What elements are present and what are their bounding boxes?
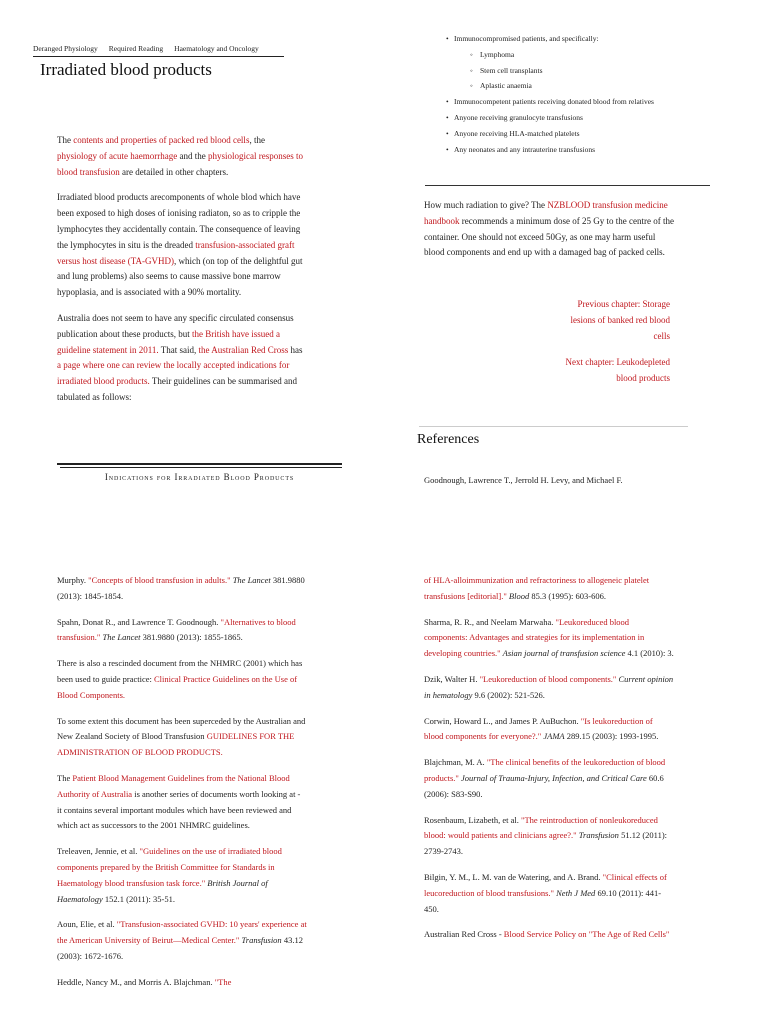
- list-item: • Immunocompetent patients receiving donated blood from relatives: [446, 94, 686, 110]
- journal-name: British Journal of Haematology: [57, 877, 268, 904]
- text-fragment: 381.9880 (2013): 1855-1865.: [140, 632, 243, 643]
- link-ta-gvhd[interactable]: transfusion-associated graft versus host disease (TA-GVHD): [57, 239, 295, 266]
- text-fragment: recommends a minimum dose of 25 Gy to the centre of the container. One should not exceed 50Gy, as one may harm useful blood components and end up with a damaged bag of packed cells.: [424, 215, 674, 258]
- reference-link[interactable]: "Leukoreduced blood components: Advantages and strategies for its implementation in developing countries.": [424, 616, 645, 659]
- radiation-dose-paragraph: [424, 198, 674, 261]
- reference-item: [424, 672, 674, 704]
- reference-item: [57, 615, 307, 647]
- text-fragment: Heddle, Nancy M., and Morris A. Blajchman.: [57, 976, 215, 987]
- table-top-rule: [57, 463, 342, 465]
- table-top-rule-thin: [60, 467, 342, 468]
- next-chapter-link[interactable]: Next chapter: Leukodepleted blood products: [565, 357, 670, 384]
- reference-link[interactable]: Patient Blood Management Guidelines from the National Blood Authority of Australia: [57, 772, 290, 799]
- link-transfusion-responses[interactable]: physiological responses to blood transfusion: [57, 150, 303, 177]
- text-fragment: , the: [249, 135, 265, 145]
- text-fragment: are detailed in other chapters.: [119, 166, 229, 177]
- reference-link[interactable]: GUIDELINES FOR THE ADMINISTRATION OF BLOOD PRODUCTS.: [57, 731, 295, 758]
- journal-name: Transfusion: [576, 830, 619, 841]
- text-fragment: 60.6 (2006): S83-S90.: [424, 772, 664, 799]
- list-item: • Immunocompromised patients, and specifically:: [446, 31, 686, 47]
- reference-item: [424, 714, 674, 746]
- text-fragment: and the: [177, 150, 208, 161]
- text-fragment: Spahn, Donat R., and Lawrence T. Goodnough.: [57, 616, 221, 627]
- reference-link[interactable]: "The reintroduction of nonleukoreduced blood: would patients and clinicians agree?.": [424, 814, 658, 841]
- reference-link[interactable]: "Concepts of blood transfusion in adults.": [88, 575, 231, 585]
- text-fragment: Aoun, Elie, et al.: [57, 919, 117, 930]
- text-fragment: 4.1 (2010): 3.: [625, 648, 674, 659]
- reference-item: [57, 917, 307, 964]
- text-fragment: To some extent this document has been superceded by the Australian and New Zealand Society of Blood Transfusion: [57, 715, 306, 742]
- text-fragment: 51.12 (2011): 2739-2743.: [424, 830, 668, 857]
- page-title: Irradiated blood products: [40, 60, 212, 79]
- text-fragment: Their guidelines can be summarised and tabulated as follows:: [57, 376, 298, 402]
- sub-list-item: ◦ Aplastic anaemia: [446, 78, 686, 94]
- text-fragment: Australian Red Cross -: [424, 929, 504, 940]
- journal-name: Journal of Trauma-Injury, Infection, and Critical Care: [458, 772, 647, 783]
- reference-item: [57, 714, 307, 761]
- text-fragment: 381.9880 (2013): 1845-1854.: [57, 575, 305, 601]
- sub-list-item: ◦ Lymphoma: [446, 47, 686, 63]
- text-fragment: 9.6 (2002): 521-526.: [472, 689, 545, 700]
- references-heading: References: [417, 432, 480, 447]
- reference-link[interactable]: "Alternatives to blood transfusion.": [57, 616, 296, 643]
- sub-list-item: ◦ Stem cell transplants: [446, 63, 686, 79]
- indications-list: [446, 31, 686, 157]
- reference-link[interactable]: "The clinical benefits of the leukoreduction of blood products.": [424, 757, 666, 783]
- journal-name: Transfusion: [239, 935, 282, 946]
- text-fragment: 69.10 (2011): 441-450.: [424, 887, 662, 914]
- text-fragment: Treleaven, Jennie, et al.: [57, 846, 140, 857]
- text-fragment: The: [57, 135, 74, 145]
- text-fragment: That said,: [158, 344, 199, 355]
- reference-link[interactable]: "Clinical effects of leucoreduction of blood transfusions.": [424, 871, 667, 898]
- reference-link[interactable]: Blood Service Policy on "The Age of Red Cells": [503, 929, 670, 940]
- reference-link[interactable]: "Leukoreduction of blood components.": [479, 673, 617, 684]
- link-indications-page[interactable]: a page where one can review the locally accepted indications for irradiated blood products.: [57, 360, 290, 387]
- reference-item: [57, 573, 307, 605]
- reference-item: [57, 771, 307, 834]
- text-fragment: There is also a rescinded document from the NHMRC (2001) which has been used to guide practice:: [57, 658, 303, 684]
- journal-name: The Lancet: [100, 632, 141, 643]
- text-fragment: Australia does not seem to have any specific circulated consensus publication about these products, but: [57, 312, 294, 339]
- journal-name: Blood: [506, 590, 530, 601]
- breadcrumb-required-reading[interactable]: Required Reading: [108, 44, 164, 53]
- reference-link[interactable]: "Guidelines on the use of irradiated blood components prepared by the British Committee for Standards in Haematology blood transfusion task force.": [57, 846, 282, 888]
- text-fragment: Dzik, Walter H.: [424, 673, 480, 684]
- journal-name: Neth J Med: [554, 887, 596, 898]
- list-item: • Anyone receiving granulocyte transfusions: [446, 110, 686, 126]
- reference-item: [57, 656, 307, 703]
- previous-chapter-link[interactable]: Previous chapter: Storage lesions of banked red blood cells: [570, 299, 670, 341]
- intro-paragraph-2: [57, 190, 307, 301]
- reference-item: [57, 844, 307, 907]
- reference-item: [424, 755, 674, 802]
- text-fragment: Rosenbaum, Lizabeth, et al.: [424, 814, 522, 825]
- breadcrumb-deranged-physiology[interactable]: Deranged Physiology: [33, 44, 98, 53]
- intro-paragraph-1: [57, 133, 307, 180]
- text-fragment: Irradiated blood products arecomponents of whole blod which have been exposed to high doses of ionising radiaton, so as to cripple the lymphocytes they accidentally contain. The consequence of leaving the lymphocytes in situ is the dreaded: [57, 192, 301, 250]
- list-item: • Anyone receiving HLA-matched platelets: [446, 126, 686, 142]
- link-acute-haemorrhage[interactable]: physiology of acute haemorrhage: [57, 150, 178, 161]
- text-fragment: Corwin, Howard L., and James P. AuBuchon.: [424, 715, 581, 726]
- reference-item: [424, 573, 674, 605]
- text-fragment: 289.15 (2003): 1993-1995.: [564, 731, 659, 742]
- text-fragment: 43.12 (2003): 1672-1676.: [57, 935, 303, 961]
- reference-item: [424, 615, 674, 662]
- journal-name: The Lancet: [230, 575, 271, 585]
- text-fragment: , which (on top of the delightful gut and lung problems) also seems to cause massive bone marrow hypoplasia, and is associated with a 90% mortality.: [57, 255, 303, 298]
- journal-name: Asian journal of transfusion science: [500, 648, 626, 659]
- reference-link[interactable]: Clinical Practice Guidelines on the Use of Blood Components.: [57, 673, 298, 700]
- references-right-column: [424, 573, 674, 953]
- table-caption: Indications for Irradiated Blood Products: [104, 472, 295, 482]
- reference-link[interactable]: "Is leukoreduction of blood components for everyone?.": [424, 715, 653, 742]
- link-british-guideline[interactable]: the British have issued a guideline statement in 2011.: [57, 328, 280, 355]
- link-nzblood-handbook[interactable]: NZBLOOD transfusion medicine handbook: [424, 200, 668, 226]
- breadcrumb-haematology-oncology[interactable]: Haematology and Oncology: [174, 44, 259, 53]
- text-fragment: 152.1 (2011): 35-51.: [102, 893, 175, 904]
- references-left-column: [57, 573, 307, 1001]
- reference-link[interactable]: "Transfusion-associated GVHD: 10 years' experience at the American University of Beirut—Medical Center.": [57, 919, 307, 946]
- text-fragment: Sharma, R. R., and Neelam Marwaha.: [424, 616, 556, 627]
- text-fragment: has: [288, 344, 303, 355]
- reference-link[interactable]: of HLA-alloimmunization and refractoriness to allogeneic platelet transfusions [editorial].": [424, 575, 650, 601]
- journal-name: JAMA: [541, 731, 565, 742]
- reference-item: [424, 927, 674, 943]
- reference-first-line: Goodnough, Lawrence T., Jerrold H. Levy, and Michael F.: [424, 475, 623, 485]
- breadcrumb: [33, 44, 284, 57]
- text-fragment: is another series of documents worth looking at - it contains several important modules which have been reviewed and which act as successors to the 2001 NHMRC guidelines.: [57, 788, 301, 831]
- journal-name: Current opinion in hematology: [424, 673, 674, 700]
- chapter-navigation: [560, 297, 670, 398]
- text-fragment: 85.3 (1995): 603-606.: [529, 590, 606, 601]
- references-divider: [419, 426, 688, 427]
- link-packed-red-cells[interactable]: contents and properties of packed red blood cells: [73, 135, 250, 145]
- intro-text: [57, 133, 307, 416]
- reference-item: [424, 813, 674, 860]
- reference-link[interactable]: "The: [214, 976, 232, 987]
- text-fragment: How much radiation to give? The: [424, 200, 548, 210]
- text-fragment: The: [57, 772, 73, 783]
- table-bottom-rule: [425, 185, 710, 186]
- text-fragment: Murphy.: [57, 575, 89, 585]
- link-australian-red-cross[interactable]: the Australian Red Cross: [198, 344, 289, 355]
- reference-item: [57, 975, 307, 991]
- reference-item: [424, 870, 674, 917]
- text-fragment: Blajchman, M. A.: [424, 757, 487, 768]
- list-item: • Any neonates and any intrauterine transfusions: [446, 142, 686, 158]
- text-fragment: Bilgin, Y. M., L. M. van de Watering, and A. Brand.: [424, 871, 603, 882]
- intro-paragraph-3: [57, 311, 307, 406]
